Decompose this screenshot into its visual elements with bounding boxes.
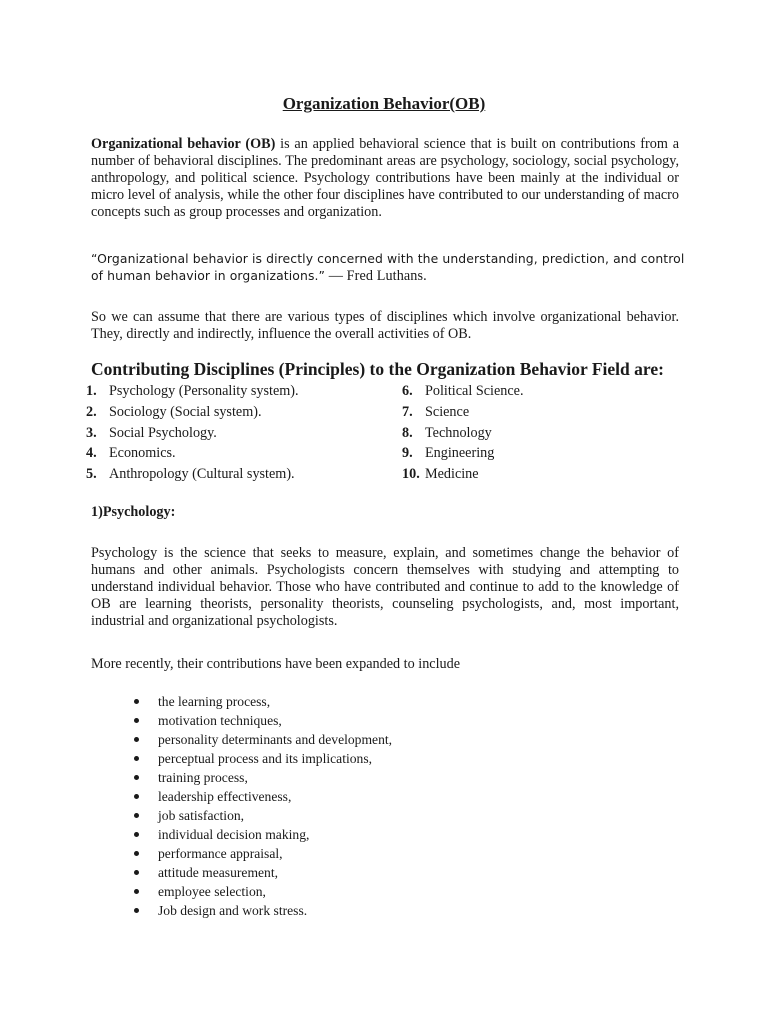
item-text: job satisfaction, [158, 808, 245, 823]
item-text: attitude measurement, [158, 865, 279, 880]
bullet-icon [134, 756, 139, 761]
bullet-icon [134, 794, 139, 799]
item-text: training process, [158, 770, 248, 785]
item-text: performance appraisal, [158, 846, 283, 861]
bullet-icon [134, 699, 139, 704]
quote-text: “Organizational behavior is directly concerned with the understanding, prediction, and control of human behavior in organizations.” [91, 251, 685, 283]
intro-paragraph [91, 136, 679, 221]
item-label: Social Psychology. [109, 424, 217, 441]
item-label: Engineering [425, 445, 495, 462]
quote-author: — Fred Luthans. [325, 268, 427, 284]
item-text: individual decision making, [158, 827, 310, 842]
bullet-icon [134, 737, 139, 742]
list-item [130, 882, 392, 901]
disciplines-heading: Contributing Disciplines (Principles) to the Organization Behavior Field are: [91, 359, 664, 379]
contributions-lead-in: More recently, their contributions have been expanded to include [91, 656, 461, 672]
bullet-icon [134, 718, 139, 723]
item-number: 6. [402, 383, 413, 399]
item-text: the learning process, [158, 694, 271, 709]
item-text: personality determinants and development, [158, 732, 393, 747]
disciplines-list-right [402, 381, 524, 485]
item-label: Technology [425, 424, 492, 441]
item-number: 4. [86, 445, 97, 462]
psychology-heading: 1)Psychology: [91, 504, 176, 520]
item-label: Sociology (Social system). [109, 403, 262, 420]
list-item [402, 423, 524, 444]
psychology-paragraph: Psychology is the science that seeks to measure, explain, and sometimes change the behavior of humans and other animals. Psychologists concern themselves with studying and attempting to understand individual behavior. Those who have contributed and continue to add to the knowledge of OB are learning theorists, personality theorists, counseling psychologists, and, most important, industrial and organizational psychologists. [91, 545, 679, 629]
list-item [86, 402, 299, 423]
list-item [130, 825, 392, 844]
list-item [86, 423, 299, 444]
list-item [402, 402, 524, 423]
bullet-icon [134, 813, 139, 818]
item-number: 8. [402, 424, 413, 441]
list-item [130, 711, 392, 730]
list-item [402, 443, 524, 464]
item-text: Job design and work stress. [158, 903, 308, 918]
list-item [130, 844, 392, 863]
bullet-icon [134, 870, 139, 875]
item-text: perceptual process and its implications, [158, 751, 373, 766]
list-item [402, 464, 524, 485]
bullet-icon [134, 851, 139, 856]
item-label: Psychology (Personality system). [109, 383, 299, 399]
list-item [130, 806, 392, 825]
item-label: Economics. [109, 445, 176, 462]
list-item [86, 443, 299, 464]
item-number: 7. [402, 403, 413, 420]
item-number: 3. [86, 424, 97, 441]
item-label: Political Science. [425, 383, 524, 399]
list-item [130, 749, 392, 768]
bullet-icon [134, 908, 139, 913]
disciplines-list-left [86, 381, 299, 485]
list-item [86, 464, 299, 485]
item-label: Medicine [425, 466, 479, 483]
contributions-list [130, 692, 392, 920]
item-label: Science [425, 403, 470, 420]
item-number: 10. [402, 466, 420, 483]
item-number: 2. [86, 403, 97, 420]
list-item [130, 901, 392, 920]
item-number: 9. [402, 445, 413, 462]
bullet-icon [134, 889, 139, 894]
list-item [130, 692, 392, 711]
list-item [86, 381, 299, 402]
list-item [402, 381, 524, 402]
item-text: motivation techniques, [158, 713, 282, 728]
list-item [130, 768, 392, 787]
bullet-icon [134, 832, 139, 837]
item-number: 5. [86, 466, 97, 483]
bullet-icon [134, 775, 139, 780]
intro-text: is an applied behavioral science that is built on contributions from a number of behavioral disciplines. The predominant areas are psychology, sociology, social psychology, anthropology, and political science. Psychology contributions have been mainly at the individual or micro level of analysis, while the other four disciplines have contributed to our understanding of macro concepts such as group processes and organization. [91, 136, 679, 220]
document-title: Organization Behavior(OB) [282, 94, 486, 113]
item-text: employee selection, [158, 884, 266, 899]
intro-bold-term: Organizational behavior (OB) [91, 136, 276, 152]
item-text: leadership effectiveness, [158, 789, 292, 804]
list-item [130, 863, 392, 882]
list-item [130, 730, 392, 749]
luthans-quote [91, 250, 691, 285]
item-label: Anthropology (Cultural system). [109, 466, 295, 483]
item-number: 1. [86, 383, 97, 399]
assumption-paragraph: So we can assume that there are various types of disciplines which involve organizational behavior. They, directly and indirectly, influence the overall activities of OB. [91, 309, 679, 342]
list-item [130, 787, 392, 806]
